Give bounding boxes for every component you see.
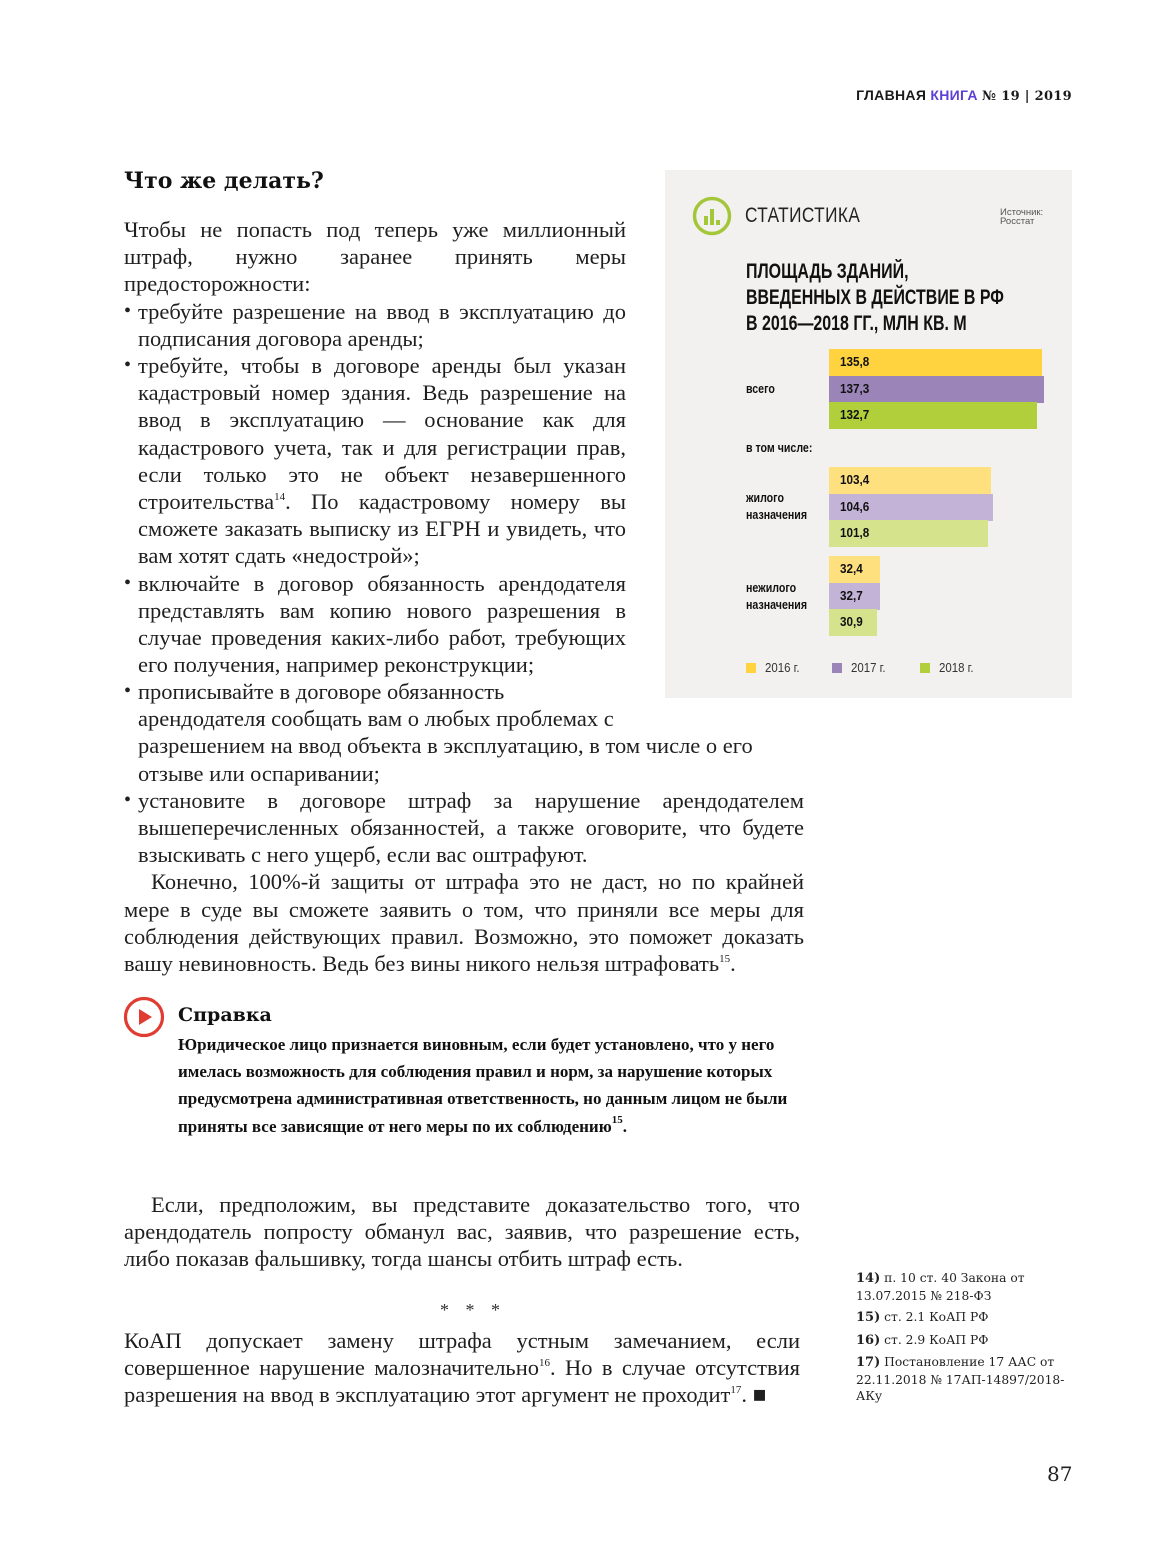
footnote (856, 1309, 1076, 1327)
footnotes (856, 1270, 1076, 1410)
footnote-text: Постановление 17 ААС от 22.11.2018 № 17АП-14897/2018-АКу (856, 1355, 1065, 1403)
brand-name-part2: КНИГА (930, 87, 978, 103)
bar-value-label: 32,7 (840, 587, 863, 603)
legend-item-2016 (746, 660, 804, 675)
bar-value-label: 135,8 (840, 354, 870, 369)
bar-2018-1 (829, 520, 988, 547)
bar-value-label: 132,7 (840, 407, 870, 423)
bar-value-label: 30,9 (840, 614, 863, 630)
punctuation: . (730, 951, 736, 977)
bar-value-label: 32,4 (840, 561, 863, 576)
footnote-text: ст. 2.9 КоАП РФ (884, 1332, 989, 1347)
footnote-ref[interactable]: 17 (730, 1384, 742, 1397)
reference-text (178, 1031, 788, 1140)
final-text: . Но в случае отсутствия разрешения на ввод в эксплуатацию этот аргумент не проходит (124, 1355, 800, 1408)
list-item-text: . По кадастровому номеру вы сможете заказать выписку из ЕГРН и увидеть, что вам хотят сдать «недострой»; (138, 489, 626, 569)
list-item (124, 352, 626, 570)
article-body-bottom (124, 678, 804, 977)
final-paragraph-wrap (124, 1327, 800, 1409)
bar-2016-2 (829, 556, 880, 583)
chart-title-line: ВВЕДЕННЫХ В ДЕЙСТВИЕ В РФ (746, 286, 1004, 309)
reference-body: Юридическое лицо признается виновным, если будет установлено, что у него имелась возможность для соблюдения правил и норм, за нарушение которых предусмотрена административная ответственность, но данным лицом не были приняты все зависящие от него меры по их соблюдению (178, 1035, 788, 1136)
source-name: Росстат (1000, 216, 1035, 227)
footnote (856, 1270, 1076, 1304)
final-text: КоАП допускает замену штрафа устным замечанием, если совершенное нарушение малозначительно (124, 1328, 800, 1381)
list-item: • требуйте разрешение на ввод в эксплуатацию до подписания договора аренды; (124, 298, 626, 352)
section-title: Что же делать? (124, 168, 324, 194)
category-label-line: нежилого (746, 581, 797, 595)
bar-chart (665, 170, 1072, 698)
legend-swatch (920, 663, 930, 673)
bar-2016-1 (829, 467, 991, 494)
legend-item-2018 (920, 660, 978, 675)
punctuation: . (622, 1116, 627, 1136)
bar-value-label: 137,3 (840, 380, 870, 396)
legend-label: 2016 г. (765, 660, 800, 675)
footnote (856, 1332, 1076, 1350)
footnote-number: 15) (856, 1310, 881, 1325)
legend-label: 2017 г. (851, 660, 886, 675)
legend-swatch (746, 663, 756, 673)
legend-label: 2018 г. (939, 660, 974, 675)
statistics-box (665, 170, 1072, 698)
bar-2018-0 (829, 402, 1037, 429)
precautions-list-continued (124, 678, 804, 868)
bar-value-label: 101,8 (840, 525, 870, 541)
conclusion-text: Конечно, 100%-й защиты от штрафа это не даст, но по крайней мере в суде вы сможете заявить о том, что приняли все меры для соблюдения действующих правил. Возможно, это поможет доказать вашу невиновность. Ведь без вины никого нельзя штрафовать (124, 869, 804, 977)
category-label: всего (746, 382, 775, 396)
conclusion-paragraph (124, 868, 804, 977)
footnote-ref[interactable]: 15 (719, 953, 731, 966)
fraud-paragraph: Если, предположим, вы представите доказательство того, что арендодатель попросту обманул вас, заявив, что разрешение есть, либо показав фальшивку, тогда шансы отбить штраф есть. (124, 1192, 800, 1272)
category-label-line: назначения (746, 598, 808, 612)
bar-2017-1 (829, 494, 993, 521)
section-separator: * * * (440, 1300, 506, 1320)
list-item-text: прописывайте в договоре обязанность арендодателя сообщать вам о любых проблемах с разрешением на ввод объекта в эксплуатацию, в том числе о его отзыве или оспаривании; (138, 679, 753, 786)
chart-subheading: в том числе: (746, 441, 813, 455)
category-label-line: жилого (746, 491, 784, 505)
brand-name-part1: ГЛАВНАЯ (856, 87, 927, 103)
issue-number: № 19 | 2019 (981, 89, 1072, 104)
bar-value-label: 104,6 (840, 498, 870, 514)
bar-value-label: 103,4 (840, 472, 870, 487)
footnote-number: 14) (856, 1271, 881, 1286)
category-label-line: назначения (746, 508, 808, 522)
legend-item-2017 (832, 660, 890, 675)
list-item-text: требуйте, чтобы в договоре аренды был указан кадастровый номер здания. Ведь разрешение на ввод в эксплуатацию — основание как для кадастрового учета, так и для регистрации прав, если только это не объект незавершенного строительства (138, 353, 626, 515)
end-mark: . ■ (741, 1382, 767, 1408)
bar-2017-2 (829, 583, 880, 610)
footnote-text: ст. 2.1 КоАП РФ (884, 1310, 989, 1324)
list-item: • установите в договоре штраф за нарушение арендодателем вышеперечисленных обязанностей, а также оговорите, что будете взыскивать с него ущерб, если вас оштрафуют. (124, 787, 804, 869)
play-circle-icon (123, 996, 165, 1038)
bar-2016-0 (829, 349, 1042, 376)
footnote (856, 1354, 1076, 1405)
chart-title-line: ПЛОЩАДЬ ЗДАНИЙ, (746, 260, 909, 283)
list-item: • включайте в договор обязанность арендодателя представлять вам копию нового разрешения в случае проведения каких-либо работ, требующих его получения, например реконструкции; (124, 570, 626, 679)
footnote-text: п. 10 ст. 40 Закона от 13.07.2015 № 218-ФЗ (856, 1271, 1025, 1303)
running-head (856, 87, 1072, 104)
intro-paragraph: Чтобы не попасть под теперь уже миллионный штраф, нужно заранее принять меры предосторожности: (124, 217, 626, 297)
chart-title-line: В 2016—2018 ГГ., МЛН КВ. М (746, 312, 967, 335)
category-label (746, 580, 807, 614)
category-label (746, 490, 807, 524)
fraud-paragraph-wrap (124, 1191, 800, 1273)
page-number: 87 (1047, 1462, 1073, 1486)
footnote-number: 16) (856, 1332, 881, 1348)
footnote-ref[interactable]: 14 (274, 491, 286, 504)
final-paragraph (124, 1327, 800, 1409)
bar-2017-0 (829, 376, 1044, 403)
article-body-top (124, 216, 626, 678)
footnote-ref[interactable]: 15 (611, 1113, 623, 1126)
precautions-list (124, 298, 626, 679)
bar-2018-2 (829, 609, 877, 636)
reference-title: Справка (178, 1004, 272, 1026)
statistics-label: СТАТИСТИКА (745, 204, 861, 227)
footnote-ref[interactable]: 16 (538, 1357, 550, 1370)
legend-swatch (832, 663, 842, 673)
footnote-number: 17) (856, 1355, 881, 1370)
source-label: Источник: (1000, 207, 1044, 218)
